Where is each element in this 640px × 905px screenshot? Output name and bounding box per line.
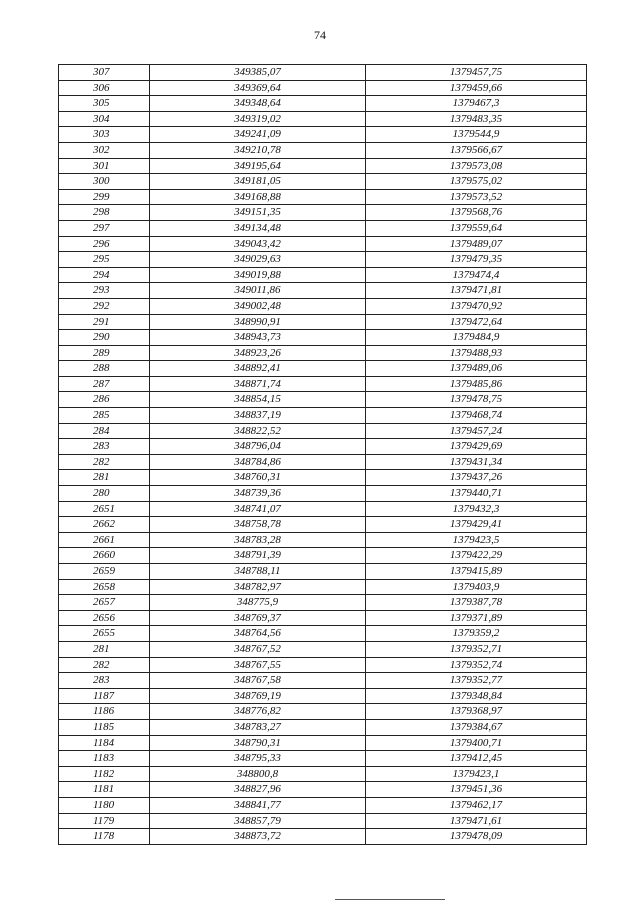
point-number-cell: 2659 [59,564,150,580]
x-coordinate-cell: 348795,33 [150,751,366,767]
table-row [59,782,587,798]
y-coordinate-cell: 1379352,77 [366,673,587,689]
y-coordinate-cell: 1379485,86 [366,376,587,392]
y-coordinate-cell: 1379459,66 [366,80,587,96]
point-number-cell: 1180 [59,797,150,813]
x-coordinate-cell: 348788,11 [150,564,366,580]
point-number-cell: 2655 [59,626,150,642]
y-coordinate-cell: 1379472,64 [366,314,587,330]
point-number-cell: 1182 [59,766,150,782]
table-row [59,392,587,408]
x-coordinate-cell: 349151,35 [150,205,366,221]
x-coordinate-cell: 349319,02 [150,111,366,127]
table-row [59,688,587,704]
point-number-cell: 2658 [59,579,150,595]
point-number-cell: 285 [59,408,150,424]
table-row [59,158,587,174]
x-coordinate-cell: 349369,64 [150,80,366,96]
x-coordinate-cell: 348892,41 [150,361,366,377]
x-coordinate-cell: 348775,9 [150,595,366,611]
table-row [59,595,587,611]
point-number-cell: 2661 [59,532,150,548]
table-row [59,96,587,112]
y-coordinate-cell: 1379423,5 [366,532,587,548]
table-row [59,735,587,751]
x-coordinate-cell: 349043,42 [150,236,366,252]
x-coordinate-cell: 348791,39 [150,548,366,564]
y-coordinate-cell: 1379387,78 [366,595,587,611]
y-coordinate-cell: 1379457,24 [366,423,587,439]
x-coordinate-cell: 348841,77 [150,797,366,813]
x-coordinate-cell: 348769,19 [150,688,366,704]
point-number-cell: 1181 [59,782,150,798]
table-row [59,252,587,268]
x-coordinate-cell: 348741,07 [150,501,366,517]
y-coordinate-cell: 1379575,02 [366,174,587,190]
footer-divider [335,899,445,900]
point-number-cell: 304 [59,111,150,127]
point-number-cell: 292 [59,298,150,314]
table-row [59,65,587,81]
y-coordinate-cell: 1379471,81 [366,283,587,299]
y-coordinate-cell: 1379451,36 [366,782,587,798]
table-row [59,657,587,673]
table-row [59,298,587,314]
point-number-cell: 2657 [59,595,150,611]
x-coordinate-cell: 349181,05 [150,174,366,190]
y-coordinate-cell: 1379467,3 [366,96,587,112]
table-row [59,532,587,548]
y-coordinate-cell: 1379559,64 [366,220,587,236]
y-coordinate-cell: 1379359,2 [366,626,587,642]
y-coordinate-cell: 1379478,09 [366,829,587,845]
table-row [59,439,587,455]
table-row [59,548,587,564]
table-row [59,345,587,361]
point-number-cell: 1179 [59,813,150,829]
point-number-cell: 281 [59,641,150,657]
point-number-cell: 1187 [59,688,150,704]
x-coordinate-cell: 349011,86 [150,283,366,299]
table-row [59,423,587,439]
point-number-cell: 295 [59,252,150,268]
point-number-cell: 1178 [59,829,150,845]
x-coordinate-cell: 348758,78 [150,517,366,533]
table-row [59,517,587,533]
table-row [59,314,587,330]
table-row [59,813,587,829]
y-coordinate-cell: 1379573,08 [366,158,587,174]
y-coordinate-cell: 1379422,29 [366,548,587,564]
x-coordinate-cell: 349002,48 [150,298,366,314]
point-number-cell: 1184 [59,735,150,751]
x-coordinate-cell: 348857,79 [150,813,366,829]
point-number-cell: 283 [59,439,150,455]
y-coordinate-cell: 1379423,1 [366,766,587,782]
x-coordinate-cell: 348873,72 [150,829,366,845]
y-coordinate-cell: 1379368,97 [366,704,587,720]
x-coordinate-cell: 349195,64 [150,158,366,174]
table-row [59,189,587,205]
x-coordinate-cell: 348739,36 [150,486,366,502]
y-coordinate-cell: 1379415,89 [366,564,587,580]
table-row [59,127,587,143]
y-coordinate-cell: 1379568,76 [366,205,587,221]
table-row [59,376,587,392]
x-coordinate-cell: 348990,91 [150,314,366,330]
table-row [59,564,587,580]
point-number-cell: 283 [59,673,150,689]
x-coordinate-cell: 349134,48 [150,220,366,236]
table-row [59,673,587,689]
point-number-cell: 282 [59,657,150,673]
point-number-cell: 303 [59,127,150,143]
point-number-cell: 2660 [59,548,150,564]
table-row [59,111,587,127]
x-coordinate-cell: 348790,31 [150,735,366,751]
x-coordinate-cell: 348923,26 [150,345,366,361]
y-coordinate-cell: 1379348,84 [366,688,587,704]
point-number-cell: 1185 [59,719,150,735]
x-coordinate-cell: 348760,31 [150,470,366,486]
table-row [59,174,587,190]
coordinates-table-body [59,65,587,845]
point-number-cell: 291 [59,314,150,330]
point-number-cell: 293 [59,283,150,299]
y-coordinate-cell: 1379437,26 [366,470,587,486]
table-row [59,501,587,517]
y-coordinate-cell: 1379462,17 [366,797,587,813]
table-row [59,719,587,735]
point-number-cell: 1186 [59,704,150,720]
point-number-cell: 290 [59,330,150,346]
x-coordinate-cell: 348764,56 [150,626,366,642]
table-row [59,267,587,283]
y-coordinate-cell: 1379489,06 [366,361,587,377]
point-number-cell: 299 [59,189,150,205]
y-coordinate-cell: 1379566,67 [366,142,587,158]
x-coordinate-cell: 349019,88 [150,267,366,283]
x-coordinate-cell: 348822,52 [150,423,366,439]
point-number-cell: 306 [59,80,150,96]
table-row [59,626,587,642]
point-number-cell: 286 [59,392,150,408]
page-number: 74 [314,28,326,42]
y-coordinate-cell: 1379352,71 [366,641,587,657]
point-number-cell: 289 [59,345,150,361]
point-number-cell: 2656 [59,610,150,626]
y-coordinate-cell: 1379483,35 [366,111,587,127]
x-coordinate-cell: 348769,37 [150,610,366,626]
y-coordinate-cell: 1379352,74 [366,657,587,673]
table-row [59,579,587,595]
y-coordinate-cell: 1379479,35 [366,252,587,268]
y-coordinate-cell: 1379478,75 [366,392,587,408]
point-number-cell: 288 [59,361,150,377]
x-coordinate-cell: 348796,04 [150,439,366,455]
table-row [59,704,587,720]
table-row [59,220,587,236]
point-number-cell: 307 [59,65,150,81]
y-coordinate-cell: 1379432,3 [366,501,587,517]
y-coordinate-cell: 1379371,89 [366,610,587,626]
table-row [59,454,587,470]
point-number-cell: 305 [59,96,150,112]
point-number-cell: 2651 [59,501,150,517]
table-row [59,797,587,813]
point-number-cell: 298 [59,205,150,221]
x-coordinate-cell: 348837,19 [150,408,366,424]
y-coordinate-cell: 1379488,93 [366,345,587,361]
point-number-cell: 296 [59,236,150,252]
x-coordinate-cell: 348827,96 [150,782,366,798]
y-coordinate-cell: 1379489,07 [366,236,587,252]
table-row [59,205,587,221]
table-row [59,829,587,845]
x-coordinate-cell: 348784,86 [150,454,366,470]
y-coordinate-cell: 1379400,71 [366,735,587,751]
point-number-cell: 1183 [59,751,150,767]
point-number-cell: 287 [59,376,150,392]
point-number-cell: 281 [59,470,150,486]
y-coordinate-cell: 1379470,92 [366,298,587,314]
table-row [59,361,587,377]
y-coordinate-cell: 1379403,9 [366,579,587,595]
x-coordinate-cell: 349348,64 [150,96,366,112]
x-coordinate-cell: 349241,09 [150,127,366,143]
point-number-cell: 297 [59,220,150,236]
x-coordinate-cell: 348783,27 [150,719,366,735]
x-coordinate-cell: 349210,78 [150,142,366,158]
y-coordinate-cell: 1379412,45 [366,751,587,767]
table-row [59,766,587,782]
point-number-cell: 280 [59,486,150,502]
point-number-cell: 294 [59,267,150,283]
coordinates-table [58,64,587,845]
x-coordinate-cell: 348800,8 [150,766,366,782]
y-coordinate-cell: 1379573,52 [366,189,587,205]
point-number-cell: 282 [59,454,150,470]
y-coordinate-cell: 1379457,75 [366,65,587,81]
x-coordinate-cell: 349029,63 [150,252,366,268]
table-row [59,142,587,158]
x-coordinate-cell: 348854,15 [150,392,366,408]
y-coordinate-cell: 1379468,74 [366,408,587,424]
table-row [59,751,587,767]
x-coordinate-cell: 348783,28 [150,532,366,548]
table-row [59,283,587,299]
point-number-cell: 300 [59,174,150,190]
x-coordinate-cell: 348776,82 [150,704,366,720]
y-coordinate-cell: 1379429,69 [366,439,587,455]
y-coordinate-cell: 1379384,67 [366,719,587,735]
point-number-cell: 2662 [59,517,150,533]
point-number-cell: 302 [59,142,150,158]
table-row [59,236,587,252]
y-coordinate-cell: 1379440,71 [366,486,587,502]
x-coordinate-cell: 348767,58 [150,673,366,689]
table-row [59,486,587,502]
table-row [59,80,587,96]
table-row [59,470,587,486]
x-coordinate-cell: 348871,74 [150,376,366,392]
table-row [59,610,587,626]
x-coordinate-cell: 349168,88 [150,189,366,205]
y-coordinate-cell: 1379484,9 [366,330,587,346]
y-coordinate-cell: 1379471,61 [366,813,587,829]
x-coordinate-cell: 348767,55 [150,657,366,673]
y-coordinate-cell: 1379474,4 [366,267,587,283]
x-coordinate-cell: 348943,73 [150,330,366,346]
x-coordinate-cell: 348767,52 [150,641,366,657]
y-coordinate-cell: 1379544,9 [366,127,587,143]
y-coordinate-cell: 1379429,41 [366,517,587,533]
x-coordinate-cell: 348782,97 [150,579,366,595]
x-coordinate-cell: 349385,07 [150,65,366,81]
y-coordinate-cell: 1379431,34 [366,454,587,470]
point-number-cell: 284 [59,423,150,439]
table-row [59,330,587,346]
table-row [59,408,587,424]
table-row [59,641,587,657]
point-number-cell: 301 [59,158,150,174]
